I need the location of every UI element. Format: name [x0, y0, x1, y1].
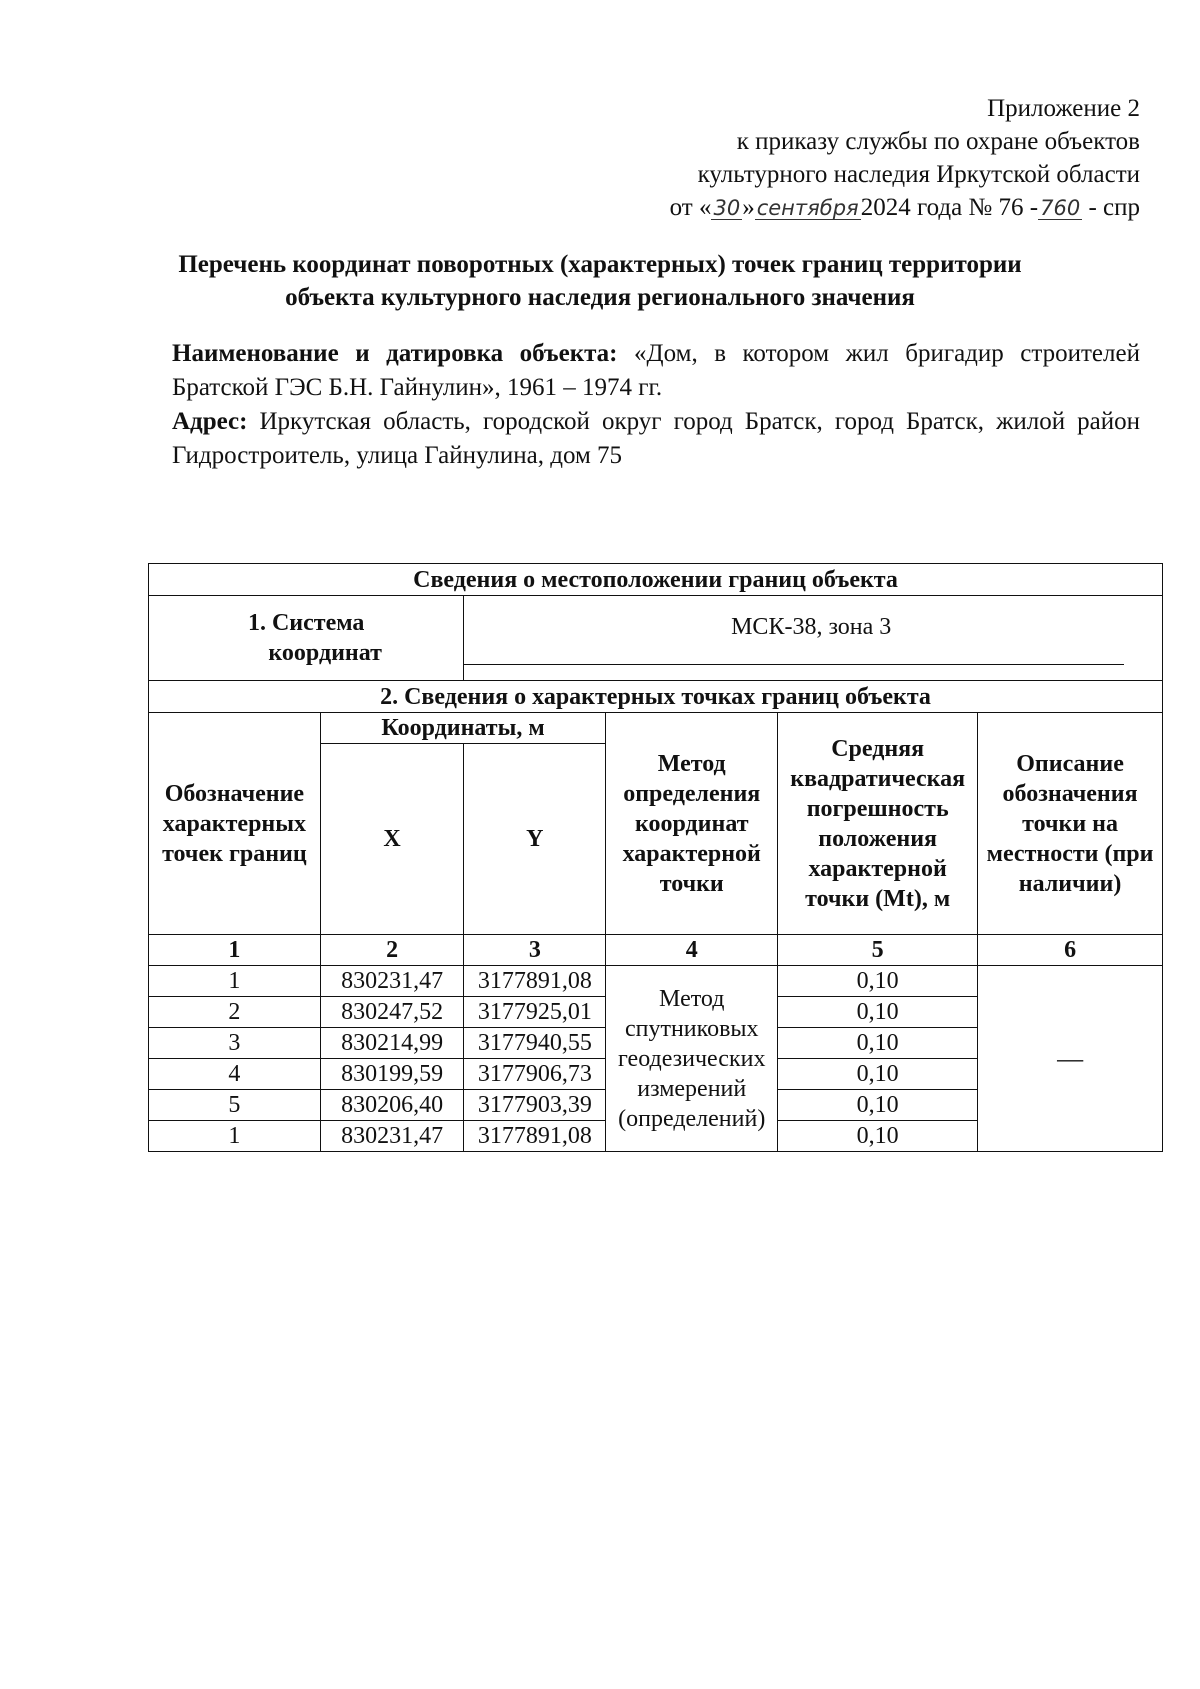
point-y: 3177903,39 — [464, 1090, 606, 1121]
col-y-header: Y — [464, 744, 606, 935]
object-address-value: Иркутская область, городской округ город Братск, город Братск, жилой район Гидростроитель, улица Гайнулина, дом 75 — [172, 408, 1140, 469]
table-row — [149, 966, 1163, 997]
point-id: 1 — [149, 966, 321, 997]
coord-system-label-line-2: координат — [268, 640, 382, 666]
boundary-points-table — [148, 563, 1163, 1152]
point-mt: 0,10 — [778, 1090, 978, 1121]
document-title-line-2: объекта культурного наследия регионального значения — [285, 284, 915, 311]
point-id: 4 — [149, 1059, 321, 1090]
col-number-4: 4 — [606, 935, 778, 966]
col-point-header: Обозначение характерных точек границ — [149, 713, 321, 935]
method-cell: Метод спутниковых геодезических измерений (определений) — [606, 966, 778, 1152]
document-title-line-1: Перечень координат поворотных (характерных) точек границ территории — [178, 251, 1022, 278]
point-x: 830199,59 — [320, 1059, 464, 1090]
column-numbers-row — [149, 935, 1163, 966]
col-desc-header: Описание обозначения точки на местности (при наличии) — [978, 713, 1163, 935]
point-id: 1 — [149, 1121, 321, 1152]
section1-title: Сведения о местоположении границ объекта — [149, 564, 1163, 596]
header-row-1 — [149, 713, 1163, 744]
coord-system-value: МСК-38, зона 3 — [731, 613, 892, 640]
point-mt: 0,10 — [778, 1121, 978, 1152]
object-address-label: Адрес: — [172, 408, 248, 435]
point-id: 2 — [149, 997, 321, 1028]
section2-title: 2. Сведения о характерных точках границ объекта — [149, 681, 1163, 713]
col-number-1: 1 — [149, 935, 321, 966]
appendix-order-line: к приказу службы по охране объектов — [736, 128, 1140, 155]
point-id: 5 — [149, 1090, 321, 1121]
coord-system-cell — [464, 596, 1163, 681]
order-suffix: - спр — [1082, 194, 1140, 221]
col-number-5: 5 — [778, 935, 978, 966]
appendix-number: Приложение 2 — [987, 95, 1140, 122]
point-y: 3177891,08 — [464, 966, 606, 997]
coord-system-label-line-1: 1. Система — [247, 610, 365, 636]
point-mt: 0,10 — [778, 1028, 978, 1059]
point-x: 830247,52 — [320, 997, 464, 1028]
point-y: 3177925,01 — [464, 997, 606, 1028]
object-description — [172, 337, 1140, 473]
col-number-2: 2 — [320, 935, 464, 966]
appendix-header — [670, 92, 1140, 224]
appendix-date-line — [670, 191, 1140, 224]
point-mt: 0,10 — [778, 1059, 978, 1090]
point-id: 3 — [149, 1028, 321, 1059]
section2-title-row — [149, 681, 1163, 713]
col-number-6: 6 — [978, 935, 1163, 966]
col-error-header: Средняя квадратическая погрешность положения характерной точки (Mt), м — [778, 713, 978, 935]
handwritten-order-number: 760 — [1040, 196, 1081, 220]
section1-title-row — [149, 564, 1163, 596]
description-cell: — — [978, 966, 1163, 1152]
object-name-value: «Дом, в котором жил бригадир строителей Братской ГЭС Б.Н. Гайнулин», 1961 – 1974 гг. — [172, 340, 1140, 401]
date-prefix: от « — [669, 194, 712, 221]
point-x: 830206,40 — [320, 1090, 464, 1121]
coord-system-label — [149, 596, 464, 681]
date-year-text: 2024 года № 76 - — [860, 194, 1039, 221]
handwritten-month: сентября — [756, 196, 859, 220]
point-y: 3177940,55 — [464, 1028, 606, 1059]
object-name-label: Наименование и датировка объекта: — [172, 340, 618, 367]
point-y: 3177891,08 — [464, 1121, 606, 1152]
col-method-header: Метод определения координат характерной точки — [606, 713, 778, 935]
coord-system-underline — [464, 664, 1124, 665]
point-x: 830214,99 — [320, 1028, 464, 1059]
col-number-3: 3 — [464, 935, 606, 966]
point-x: 830231,47 — [320, 966, 464, 997]
point-y: 3177906,73 — [464, 1059, 606, 1090]
point-mt: 0,10 — [778, 966, 978, 997]
point-mt: 0,10 — [778, 997, 978, 1028]
col-x-header: X — [320, 744, 464, 935]
coord-system-row — [149, 596, 1163, 681]
appendix-authority-line: культурного наследия Иркутской области — [697, 161, 1140, 188]
document-title — [60, 248, 1140, 314]
col-coords-header: Координаты, м — [320, 713, 606, 744]
point-x: 830231,47 — [320, 1121, 464, 1152]
object-name-paragraph — [172, 337, 1140, 405]
handwritten-day: 30 — [713, 196, 741, 220]
date-mid: » — [742, 194, 755, 221]
object-address-paragraph — [172, 405, 1140, 473]
